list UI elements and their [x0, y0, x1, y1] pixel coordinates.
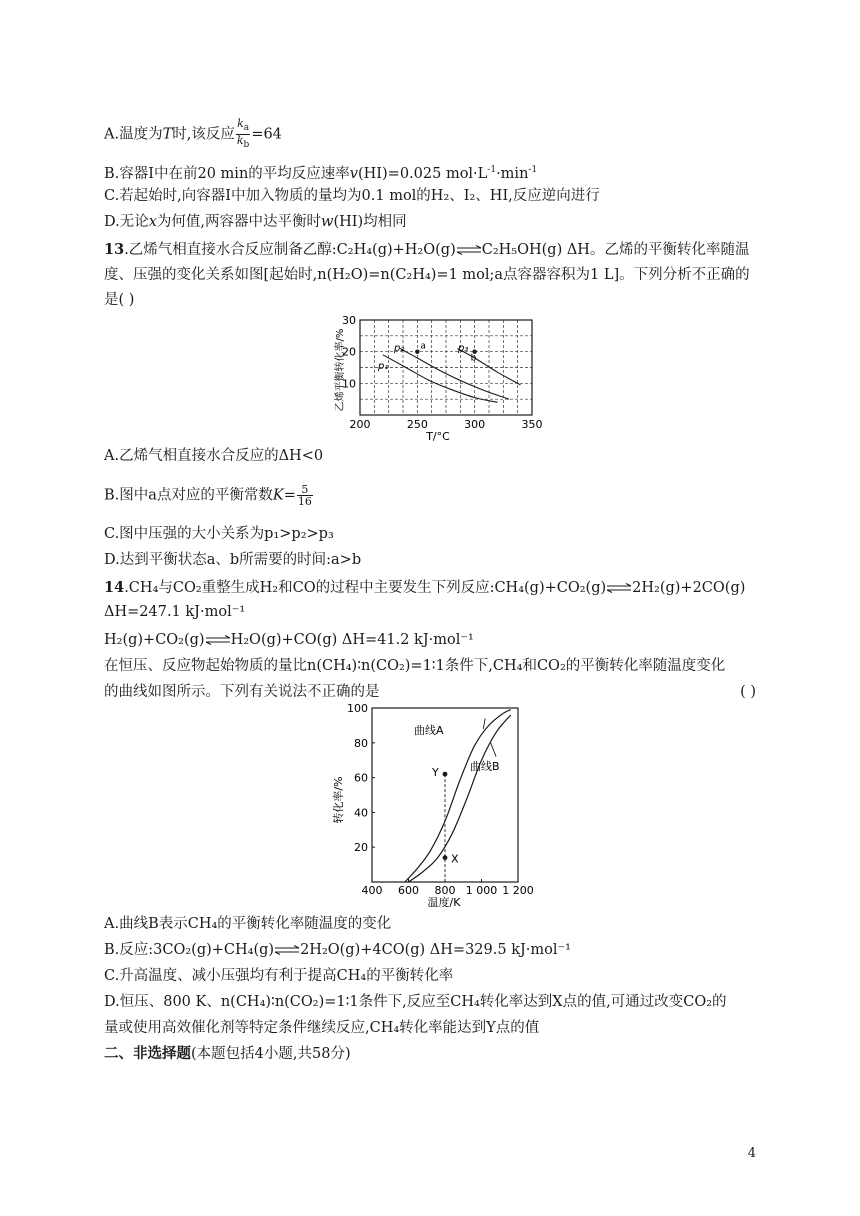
chart2-y-tick: 60 [354, 771, 368, 785]
k-frac-num: 5 [297, 484, 313, 496]
q14-option-c: C.升高温度、减小压强均有利于提高CH₄的平衡转化率 [104, 968, 454, 984]
chart2-point-label-Y: Y [432, 766, 439, 780]
q14-number: 14 [104, 579, 125, 596]
chart2-point-X [443, 855, 448, 860]
q14-option-d-line2: 量或使用高效催化剂等特定条件继续反应,CH₄转化率能达到Y点的值 [104, 1020, 540, 1036]
ch4-co2-conversion-chart [326, 700, 534, 912]
q13-line1-a: .乙烯气相直接水合反应制备乙醇:C₂H₄(g)+H₂O(g) [124, 242, 456, 258]
chart1-x-tick: 250 [406, 418, 428, 431]
chart2-y-tick: 40 [354, 806, 368, 820]
q12-sup1: -1 [487, 165, 497, 175]
chart2-ylabel: 转化率/% [332, 776, 345, 824]
chart2-x-tick: 600 [398, 884, 419, 897]
q13-option-a: A.乙烯气相直接水合反应的ΔH<0 [104, 448, 324, 464]
chart1-label-p3: p₃ [458, 343, 469, 354]
q13-line1-b: C₂H₅OH(g) ΔH。乙烯的平衡转化率随温 [481, 242, 750, 258]
chart1-point-a [415, 349, 419, 353]
chart1-x-tick: 350 [521, 418, 543, 431]
q14-option-a: A.曲线B表示CH₄的平衡转化率随温度的变化 [104, 916, 392, 932]
q14-option-b-a: B.反应:3CO₂(g)+CH₄(g) [104, 942, 275, 958]
chart2-leader-a [483, 718, 485, 728]
chart2-y-tick: 80 [354, 736, 368, 750]
chart2-x-tick: 1 000 [465, 884, 498, 897]
chart1-ylabel: 乙烯平衡转化率/% [335, 328, 346, 412]
k-fraction [297, 484, 313, 507]
q14-line3-a: H₂(g)+CO₂(g) [104, 632, 205, 648]
chart1-y-tick: 20 [342, 345, 356, 359]
q12-option-d-post: (HI)均相同 [333, 214, 407, 230]
equilibrium-arrow-icon [274, 945, 300, 955]
chart2-y-tick: 100 [347, 702, 368, 715]
section-2-heading [104, 1044, 351, 1064]
q13-option-c: C.图中压强的大小关系为p₁>p₂>p₃ [104, 526, 334, 542]
equilibrium-arrow-icon [205, 635, 231, 645]
q13-stem-line1 [104, 240, 749, 260]
frac-num: k [237, 117, 244, 130]
q14-stem-line3 [104, 630, 474, 650]
chart2-points [431, 766, 459, 882]
frac-den: k [236, 134, 244, 148]
chart1-label-p1: p₁ [378, 361, 389, 372]
q14-stem-line2: ΔH=247.1 kJ·mol⁻¹ [104, 604, 246, 620]
chart2-x-tick: 1 200 [502, 884, 534, 897]
q12-var-T: T [162, 126, 173, 143]
q12-option-a-post: =64 [251, 126, 282, 143]
chart2-x-tick: 800 [434, 884, 456, 897]
chart1-point-label-a: a [420, 341, 426, 352]
chart1-x-tick: 300 [464, 418, 486, 431]
q13-option-b [104, 484, 314, 507]
chart2-point-Y [443, 772, 448, 777]
page-number: 4 [747, 1146, 756, 1161]
chart1-y-tick: 30 [342, 314, 356, 327]
chart2-y-tick: 20 [354, 841, 368, 855]
chart2-label-curve-b: 曲线B [470, 760, 500, 773]
q12-option-d-mid: 为何值,两容器中达平衡时 [156, 214, 322, 230]
q14-line1-a: .CH₄与CO₂重整生成H₂和CO的过程中主要发生下列反应:CH₄(g)+CO₂(g) [124, 580, 607, 596]
q14-option-d-line1: D.恒压、800 K、n(CH₄)∶n(CO₂)=1∶1条件下,反应至CH₄转化率达到X点的值,可通过改变CO₂的 [104, 994, 727, 1010]
chart1-curves [383, 349, 521, 403]
q14-option-b-b: 2H₂O(g)+4CO(g) ΔH=329.5 kJ·mol⁻¹ [300, 942, 571, 958]
chart2-series-曲线B [409, 715, 511, 882]
q12-option-b-text: B.容器Ⅰ中在前20 min的平均反应速率 [104, 165, 350, 182]
chart1-point-label-b: b [470, 353, 477, 364]
q12-option-d-text: D.无论 [104, 214, 149, 230]
chart1-x-tick: 200 [349, 418, 371, 431]
q13-eq-sign: = [283, 487, 296, 504]
q13-option-d: D.达到平衡状态a、b所需要的时间:a>b [104, 552, 362, 568]
q14-line1-b: 2H₂(g)+2CO(g) [632, 580, 746, 596]
q13-stem-line2: 度、压强的变化关系如图[起始时,n(H₂O)=n(C₂H₄)=1 mol;a点容器容积为1 L]。下列分析不正确的 [104, 267, 750, 283]
q12-sup2: -1 [528, 165, 538, 175]
equilibrium-arrow-icon [456, 245, 482, 255]
chart1-xlabel: T/°C [426, 430, 450, 443]
q12-var-v: v [349, 165, 358, 182]
q13-option-b-text: B.图中a点对应的平衡常数 [104, 487, 273, 504]
q12-option-a-text: A.温度为 [104, 126, 163, 143]
q12-option-d [104, 212, 407, 232]
q13-stem-line3: 是( ) [104, 292, 135, 308]
chart2-point-label-X: X [451, 852, 459, 866]
rate-constant-fraction [236, 118, 250, 151]
ethylene-conversion-chart [330, 312, 543, 444]
q12-var-w: w [321, 214, 334, 230]
q12-option-c: C.若起始时,向容器Ⅰ中加入物质的量均为0.1 mol的H₂、I₂、HI,反应逆向进行 [104, 188, 600, 204]
q12-option-a [104, 118, 282, 151]
chart1-label-p2: p₂ [394, 343, 405, 354]
chart2-x-tick: 400 [361, 884, 383, 897]
q12-option-b [104, 160, 537, 184]
frac-num-sub: a [243, 123, 250, 134]
q13-var-K: K [272, 487, 284, 504]
q12-option-a-mid: 时,该反应 [172, 126, 235, 143]
q14-stem-line4: 在恒压、反应物起始物质的量比n(CH₄)∶n(CO₂)=1∶1条件下,CH₄和CO₂的平衡转化率随温度变化 [104, 658, 726, 674]
chart2-leader-b [491, 743, 496, 757]
q14-line3-b: H₂O(g)+CO(g) ΔH=41.2 kJ·mol⁻¹ [230, 632, 474, 648]
q14-answer-paren: ( ) [740, 684, 756, 700]
k-frac-den: 16 [297, 495, 312, 508]
q14-stem-line5: 的曲线如图所示。下列有关说法不正确的是 [104, 684, 380, 700]
q14-option-b [104, 940, 571, 960]
q12-option-b-post2: ·min [496, 165, 529, 182]
equilibrium-arrow-icon [606, 583, 632, 593]
section-2-note: (本题包括4小题,共58分) [191, 1046, 351, 1062]
frac-den-sub: b [243, 140, 250, 151]
chart2-label-curve-a: 曲线A [414, 724, 444, 737]
chart1-y-tick: 10 [342, 377, 356, 391]
chart2-xlabel: 温度/K [427, 896, 461, 909]
chart2-y-ticks [347, 702, 375, 854]
q12-var-x: x [148, 214, 157, 230]
q13-number: 13 [104, 241, 125, 258]
q14-stem-line1 [104, 578, 745, 598]
section-2-title: 二、非选择题 [104, 1045, 191, 1062]
q12-option-b-post: (HI)=0.025 mol·L [357, 165, 488, 182]
